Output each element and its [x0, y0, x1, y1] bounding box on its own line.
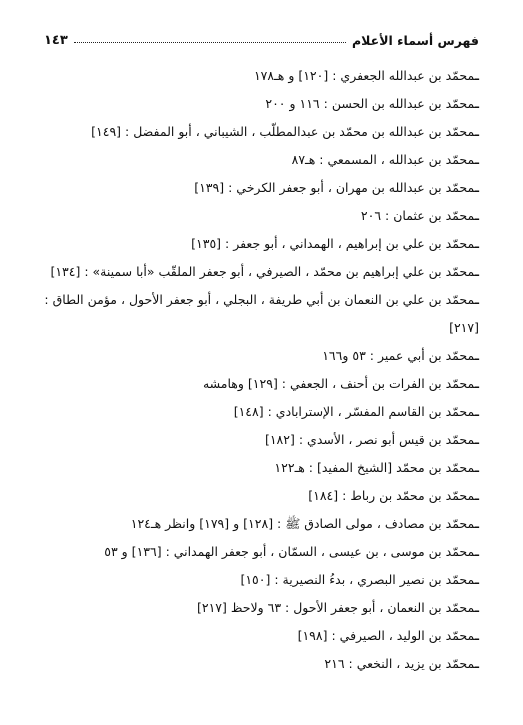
running-header [44, 24, 479, 48]
index-entry [44, 118, 479, 146]
entry-marker: ـ [474, 376, 479, 391]
index-entry [44, 174, 479, 202]
index-entry [44, 90, 479, 118]
index-entry [44, 230, 479, 258]
entry-marker: ـ [474, 516, 479, 531]
index-entry [44, 258, 479, 286]
entry-text: محمّد بن علي إبراهيم بن محمّد ، الصيرفي ، أبو جعفر الملقّب «أبا سمينة» : [١٣٤] [50, 264, 475, 279]
index-entry [44, 482, 479, 510]
index-entry [44, 286, 479, 342]
index-entry [44, 538, 479, 566]
entry-text: محمّد بن النعمان ، أبو جعفر الأحول : ٦٣ ولاحظ [٢١٧] [196, 600, 475, 615]
header-leader-dots [74, 42, 346, 43]
entry-text: محمّد بن عبدالله بن مهران ، أبو جعفر الكرخي : [١٣٩] [194, 180, 475, 195]
entry-marker: ـ [474, 628, 479, 643]
entry-text: محمّد بن الفرات بن أحنف ، الجعفي : [١٢٩] وهامشه [202, 376, 475, 391]
index-entry [44, 510, 479, 538]
index-entry [44, 146, 479, 174]
entry-marker: ـ [474, 544, 479, 559]
entry-text: محمّد بن عبدالله بن الحسن : ١١٦ و ٢٠٠ [265, 96, 475, 111]
entry-marker: ـ [474, 488, 479, 503]
entry-marker: ـ [474, 236, 479, 251]
entry-marker: ـ [474, 68, 479, 83]
entry-text: محمّد بن محمّد [الشيخ المفيد] : هـ١٢٢ [274, 460, 475, 475]
index-entry [44, 650, 479, 678]
entry-marker: ـ [474, 152, 479, 167]
entry-marker: ـ [474, 208, 479, 223]
entry-text: محمّد بن علي بن النعمان بن أبي طريفة ، البجلي ، أبو جعفر الأحول ، مؤمن الطاق : [٢١٧] [44, 292, 479, 335]
index-entry [44, 594, 479, 622]
entry-marker: ـ [474, 96, 479, 111]
entry-text: محمّد بن علي بن إبراهيم ، الهمداني ، أبو جعفر : [١٣٥] [191, 236, 475, 251]
entry-text: محمّد بن مصادف ، مولى الصادق ﷺ : [١٢٨] و [١٧٩] وانظر هـ١٢٤ [130, 516, 475, 531]
index-entry [44, 202, 479, 230]
index-entry [44, 454, 479, 482]
entry-text: محمّد بن عبدالله الجعفري : [١٢٠] و هـ١٧٨ [253, 68, 475, 83]
index-entry [44, 398, 479, 426]
entry-marker: ـ [474, 572, 479, 587]
page-number: ١٤٣ [44, 33, 68, 48]
entry-marker: ـ [474, 460, 479, 475]
entry-text: محمّد بن أبي عمير : ٥٣ و١٦٦ [322, 348, 475, 363]
entry-text: محمّد بن القاسم المفسّر ، الإسترابادي : [١٤٨] [233, 404, 475, 419]
entry-marker: ـ [474, 292, 479, 307]
entry-text: محمّد بن عبدالله بن محمّد بن عبدالمطلّب ، الشيباني ، أبو المفضل : [١٤٩] [91, 124, 475, 139]
entry-marker: ـ [474, 656, 479, 671]
entry-marker: ـ [474, 404, 479, 419]
entry-text: محمّد بن موسى ، بن عيسى ، السمّان ، أبو جعفر الهمداني : [١٣٦] و ٥٣ [104, 544, 475, 559]
entry-marker: ـ [474, 600, 479, 615]
entry-marker: ـ [474, 264, 479, 279]
entry-text: محمّد بن نصير البصري ، بدءُ النصيرية : [١٥٠] [240, 572, 475, 587]
index-entry [44, 566, 479, 594]
entry-text: محمّد بن عثمان : ٢٠٦ [360, 208, 475, 223]
index-entry [44, 622, 479, 650]
index-entries [44, 62, 479, 678]
entry-text: محمّد بن قيس أبو نصر ، الأسدي : [١٨٢] [264, 432, 475, 447]
entry-text: محمّد بن يزيد ، النخعي : ٢١٦ [324, 656, 475, 671]
index-entry [44, 426, 479, 454]
index-entry [44, 370, 479, 398]
entry-marker: ـ [474, 432, 479, 447]
entry-text: محمّد بن عبدالله ، المسمعي : هـ٨٧ [291, 152, 475, 167]
entry-marker: ـ [474, 180, 479, 195]
header-title: فهرس أسماء الأعلام [352, 33, 479, 48]
entry-text: محمّد بن محمّد بن رباط : [١٨٤] [308, 488, 475, 503]
index-entry [44, 342, 479, 370]
entry-text: محمّد بن الوليد ، الصيرفي : [١٩٨] [297, 628, 475, 643]
entry-marker: ـ [474, 348, 479, 363]
index-entry [44, 62, 479, 90]
entry-marker: ـ [474, 124, 479, 139]
